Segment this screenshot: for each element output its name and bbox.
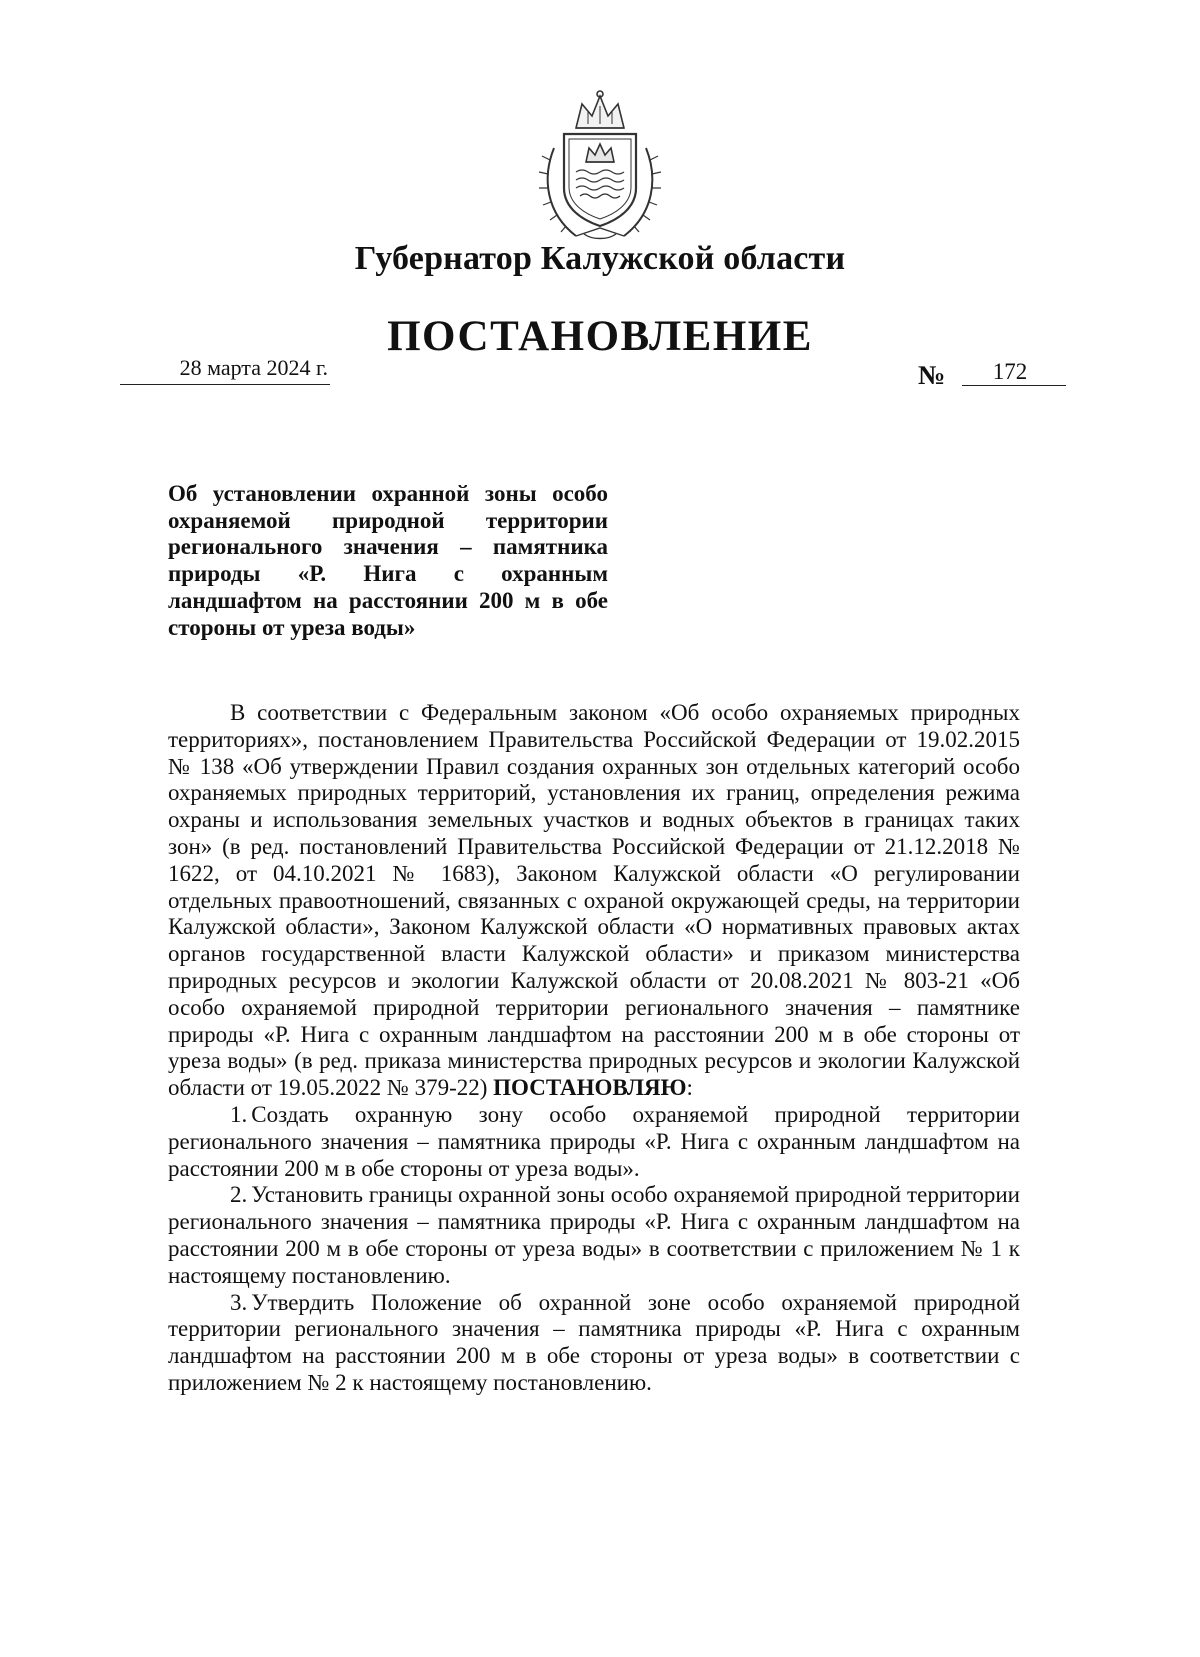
decree-colon: :	[686, 1075, 693, 1101]
document-date-text: 28 марта 2024 г.	[179, 355, 328, 380]
document-body	[168, 700, 1020, 1397]
list-item	[168, 1102, 1020, 1182]
document-type-heading: ПОСТАНОВЛЕНИЕ	[387, 313, 813, 360]
list-item-number: 3.	[230, 1289, 248, 1315]
list-item-text: Утвердить Положение об охранной зоне особо охраняемой природной территории регионального значения – памятника природы «Р. Нига с охранным ландшафтом на расстоянии 200 м в обе стороны от уреза воды» в соответствии с приложением № 2 к настоящему постановлению.	[168, 1289, 1020, 1395]
list-item	[168, 1182, 1020, 1289]
preamble-text: В соответствии с Федеральным законом «Об особо охраняемых природных территориях», постановлением Правительства Российской Федерации от 19.02.2015 № 138 «Об утверждении Правил создания охранных зон отдельных категорий особо охраняемых природных территорий, установления их границ, определения режима охраны и использования земельных участков и водных объектов в границах таких зон» (в ред. постановлений Правительства Российской Федерации от 21.12.2018 № 1622, от 04.10.2021 № 1683), Законом Калужской области «О регулировании отдельных правоотношений, связанных с охраной окружающей среды, на территории Калужской области», Законом Калужской области «О нормативных правовых актах органов государственной власти Калужской области» и приказом министерства природных ресурсов и экологии Калужской области от 20.08.2021 № 803-21 «Об особо охраняемой природной территории регионального значения – памятнике природы «Р. Нига с охранным ландшафтом на расстоянии 200 м в обе стороны от уреза воды» (в ред. приказа министерства природных ресурсов и экологии Калужской области от 19.05.2022 № 379-22)	[168, 700, 1020, 1101]
coat-of-arms-icon	[536, 88, 664, 246]
number-sign: №	[918, 360, 946, 390]
issuing-authority: Губернатор Калужской области	[354, 240, 846, 277]
list-item-number: 2.	[230, 1182, 248, 1208]
document-date	[120, 355, 330, 385]
list-item-text: Установить границы охранной зоны особо охраняемой природной территории регионального значения – памятника природы «Р. Нига с охранным ландшафтом на расстоянии 200 м в обе стороны от уреза воды» в соответствии с приложением № 1 к настоящему постановлению.	[168, 1182, 1020, 1288]
list-item-text: Создать охранную зону особо охраняемой природной территории регионального значения – памятника природы «Р. Нига с охранным ландшафтом на расстоянии 200 м в обе стороны от уреза воды».	[168, 1101, 1020, 1181]
document-number-value: 172	[962, 360, 1066, 386]
list-item-number: 1.	[230, 1101, 248, 1127]
preamble-paragraph	[168, 700, 1020, 1102]
list-item	[168, 1290, 1020, 1397]
document-title: Об установлении охранной зоны особо охраняемой природной территории регионального значения – памятника природы «Р. Нига с охранным ландшафтом на расстоянии 200 м в обе стороны от уреза воды»	[168, 481, 608, 640]
decree-word: ПОСТАНОВЛЯЮ	[493, 1075, 687, 1101]
